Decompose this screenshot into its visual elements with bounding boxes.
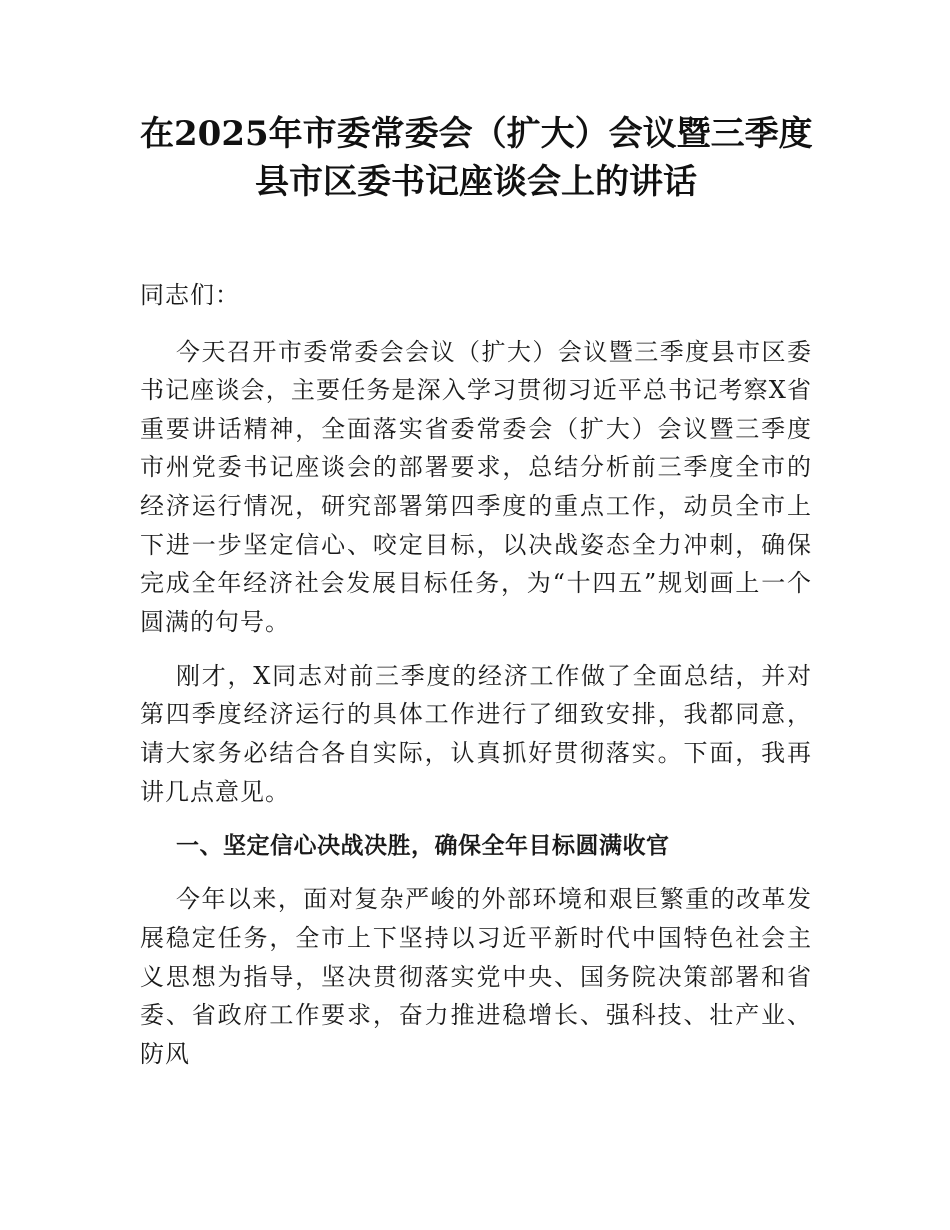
paragraph-comments: 刚才，X同志对前三季度的经济工作做了全面总结，并对第四季度经济运行的具体工作进行了细致安排，我都同意，请大家务必结合各自实际，认真抓好贯彻落实。下面，我再讲几点意见。 xyxy=(140,661,812,806)
section-1-paragraph: 今年以来，面对复杂严峻的外部环境和艰巨繁重的改革发展稳定任务，全市上下坚持以习近平新时代中国特色社会主义思想为指导，坚决贯彻落实党中央、国务院决策部署和省委、省政府工作要求，奋力推进稳增长、强科技、壮产业、防风 xyxy=(140,885,812,1068)
paragraph-intro: 今天召开市委常委会会议（扩大）会议暨三季度县市区委书记座谈会，主要任务是深入学习贯彻习近平总书记考察X省重要讲话精神，全面落实省委常委会（扩大）会议暨三季度市州党委书记座谈会的部署要求，总结分析前三季度全市的经济运行情况，研究部署第四季度的重点工作，动员全市上下进一步坚定信心、咬定目标，以决战姿态全力冲刺，确保完成全年经济社会发展目标任务，为“十四五”规划画上一个圆满的句号。 xyxy=(140,337,812,636)
salutation: 同志们： xyxy=(140,281,240,309)
title-line-1: 在2025年市委常委会（扩大）会议暨三季度 xyxy=(140,114,813,154)
document-body xyxy=(140,276,812,1073)
document-page xyxy=(140,110,812,1089)
section-heading-1: 一、坚定信心决战决胜，确保全年目标圆满收官 xyxy=(176,832,670,859)
document-title xyxy=(140,110,812,206)
title-line-2: 县市区委书记座谈会上的讲话 xyxy=(255,162,697,202)
